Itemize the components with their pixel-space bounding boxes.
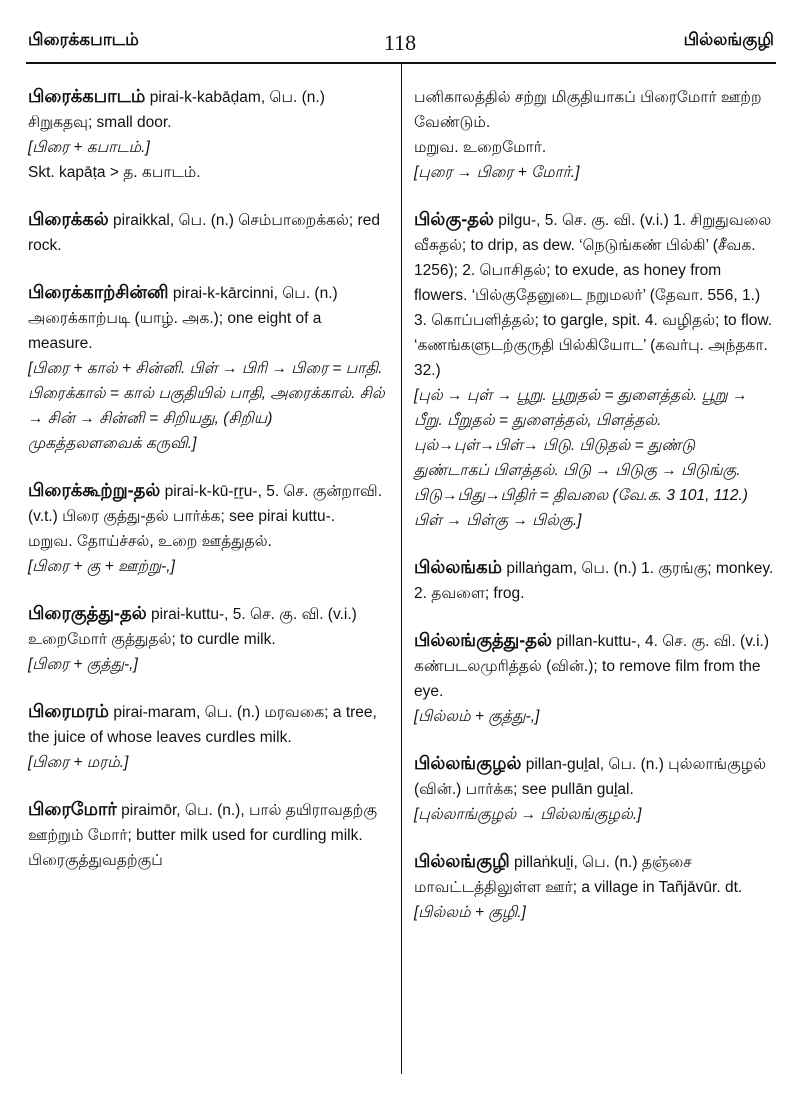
etymology: [பில்லம் + குழி.] bbox=[414, 904, 526, 921]
entry bbox=[28, 478, 388, 579]
etymology: [புல்லாங்குழல் → பில்லங்குழல்.] bbox=[414, 806, 642, 823]
entry bbox=[28, 207, 388, 258]
definition: pirai-maram, பெ. (n.) மரவகை; a tree, the juice of whose leaves curdles milk. bbox=[28, 704, 377, 746]
headword: பிரைக்கல் bbox=[28, 209, 109, 229]
etymology: [புல் → புள் → பூறு. பூறுதல் = துளைத்தல். பூறு → பீறு. பீறுதல் = துளைத்தல், பிளத்தல். புல்→புள்→பிள்→ பிடு. பிடுதல் = துண்டு துண்டாகப் பிளத்தல். பிடு → பிடுகு → பிடுங்கு. பிடு→பிது→பிதிர் = திவலை (வே.க. 3 101, 112.) பிள் → பிள்கு → பில்கு.] bbox=[414, 387, 748, 529]
headword: பிரைமோர் bbox=[28, 799, 117, 819]
etymology: [பிரை + கால் + சின்னி. பிள் → பிரி → பிரை = பாதி. பிரைக்கால் = கால் பகுதியில் பாதி, அரைக்கால். சில் → சின் → சின்னி = சிறியது, (சிறிய) முகத்தலளவைக் கருவி.] bbox=[28, 360, 385, 452]
entry bbox=[414, 628, 774, 729]
entry bbox=[414, 207, 774, 533]
definition: பனிகாலத்தில் சற்று மிகுதியாகப் பிரைமோர் ஊற்ற வேண்டும். bbox=[414, 89, 762, 131]
headword: பில்லங்கம் bbox=[414, 557, 503, 577]
headword: பிரைக்கூற்று-தல் bbox=[28, 480, 161, 500]
definition: pirai-kuttu-, 5. செ. கு. வி. (v.i.) உறைமோர் குத்துதல்; to curdle milk. bbox=[28, 606, 357, 648]
entry-continued bbox=[414, 84, 774, 185]
definition: piraimōr, பெ. (n.), பால் தயிராவதற்கு ஊற்றும் மோர்; butter milk used for curdling milk. பிரைகுத்துவதற்குப் bbox=[28, 802, 378, 869]
definition: pirai-k-kū-ṟṟu-, 5. செ. குன்றாவி. (v.t.) பிரை குத்து-தல் பார்க்க; see pirai kuttu-. bbox=[28, 483, 382, 525]
entry bbox=[28, 699, 388, 775]
running-head-right: பில்லங்குழி bbox=[683, 30, 774, 49]
entry bbox=[28, 601, 388, 677]
note: Skt. kapāṭa > த. கபாடம். bbox=[28, 164, 201, 181]
synonym: மறுவ. உறைமோர். bbox=[414, 139, 547, 156]
page-number: 118 bbox=[383, 30, 417, 55]
headword: பில்லங்குழி bbox=[414, 851, 510, 871]
running-head-left: பிரைக்கபாடம் bbox=[28, 30, 139, 49]
left-column bbox=[28, 84, 388, 895]
entry bbox=[414, 555, 774, 606]
headword: பில்லங்குத்து-தல் bbox=[414, 630, 552, 650]
entry bbox=[28, 797, 388, 873]
etymology: [புரை → பிரை + மோர்.] bbox=[414, 164, 580, 181]
etymology: [பிரை + மரம்.] bbox=[28, 754, 129, 771]
etymology: [பிரை + கு + ஊற்று-,] bbox=[28, 558, 175, 575]
headword: பிரைக்காற்சின்னி bbox=[28, 282, 169, 302]
entry bbox=[414, 849, 774, 925]
definition: pilgu-, 5. செ. கு. வி. (v.i.) 1. சிறுதுவலை வீசுதல்; to drip, as dew. ‘நெடுங்கண் பில்கி’ (சீவக. 1256); 2. பொசிதல்; to exude, as honey from flowers. ‘பில்குதேனுடை நறுமலர்’ (தேவா. 556, 1.) 3. கொப்பளித்தல்; to gargle, spit. 4. வழிதல்; to flow. ‘கணங்களுடற்குருதி பில்கியோட’ (கவர்பு. அந்தகா. 32.) bbox=[414, 212, 772, 379]
definition: pillan-guḻal, பெ. (n.) புல்லாங்குழல் (வின்.) பார்க்க; see pullān guḻal. bbox=[414, 756, 767, 798]
column-divider bbox=[401, 64, 402, 1074]
entry bbox=[28, 280, 388, 456]
etymology: [பில்லம் + குத்து-,] bbox=[414, 708, 540, 725]
definition: pillaṅgam, பெ. (n.) 1. குரங்கு; monkey. 2. தவளை; frog. bbox=[414, 560, 774, 602]
entry bbox=[414, 751, 774, 827]
definition: pillaṅkuḻi, பெ. (n.) தஞ்சை மாவட்டத்திலுள்ள ஊர்; a village in Tañjāvūr. dt. bbox=[414, 854, 743, 896]
definition: piraikkal, பெ. (n.) செம்பாறைக்கல்; red rock. bbox=[28, 212, 380, 254]
definition: pirai-k-kārcinni, பெ. (n.) அரைக்காற்படி (யாழ். அக.); one eight of a measure. bbox=[28, 285, 338, 352]
headword: பிரைகுத்து-தல் bbox=[28, 603, 147, 623]
headword: பில்லங்குழல் bbox=[414, 753, 522, 773]
entry bbox=[28, 84, 388, 185]
etymology: [பிரை + குத்து-,] bbox=[28, 656, 138, 673]
definition: pirai-k-kabāḍam, பெ. (n.) சிறுகதவு; small door. bbox=[28, 89, 325, 131]
synonym: மறுவ. தோய்ச்சல், உறை ஊத்துதல். bbox=[28, 533, 272, 550]
headword: பில்கு-தல் bbox=[414, 209, 494, 229]
definition: pillan-kuttu-, 4. செ. கு. வி. (v.i.) கண்படலமுரித்தல் (வின்.); to remove film from the eye. bbox=[414, 633, 770, 700]
etymology: [பிரை + கபாடம்.] bbox=[28, 139, 150, 156]
right-column bbox=[414, 84, 774, 947]
headword: பிரைக்கபாடம் bbox=[28, 86, 146, 106]
headword: பிரைமரம் bbox=[28, 701, 110, 721]
